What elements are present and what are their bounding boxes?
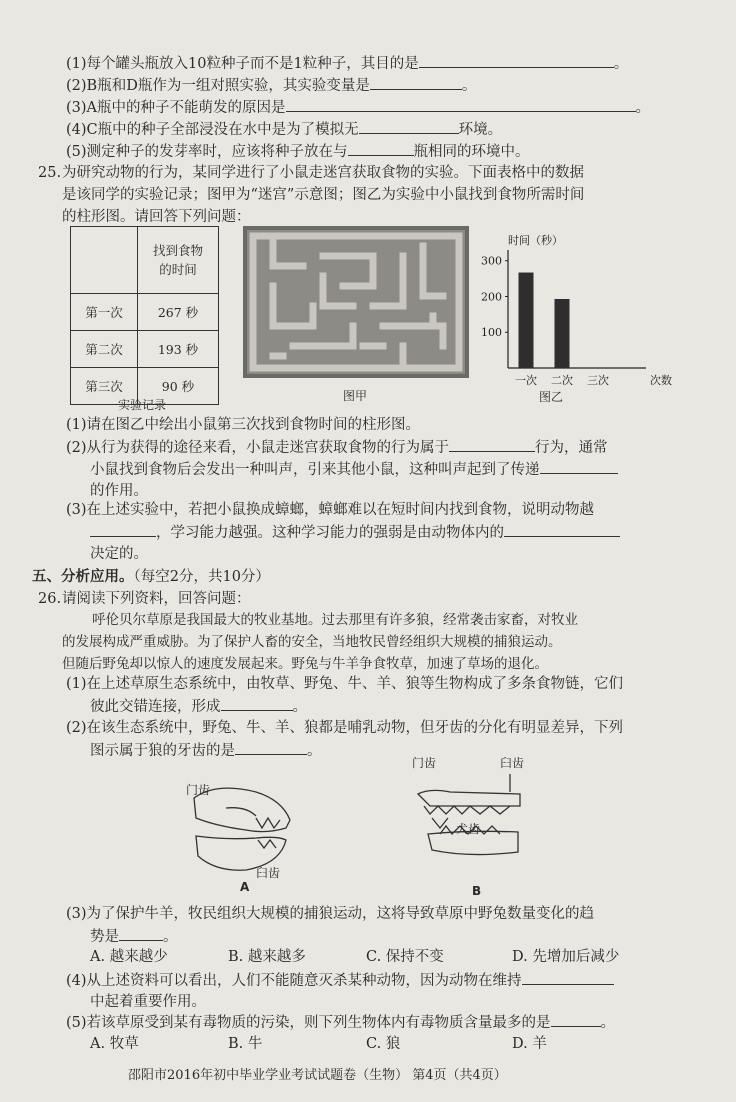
q25-q2b-text: 行为，通常 — [535, 440, 608, 456]
q24-line5 — [66, 141, 530, 162]
blank[interactable] — [348, 141, 414, 156]
y-axis-label: 时间（秒） — [508, 234, 563, 247]
x-tick-label: 二次 — [551, 374, 573, 387]
q26-sub1-line1: (1)在上述草原生态系统中，由牧草、野兔、牛、羊、狼等生物构成了多条食物链，它们 — [66, 676, 624, 692]
row-label: 第一次 — [71, 294, 138, 331]
q24-l3-text: (3)A瓶中的种子不能萌发的原因是 — [66, 100, 286, 116]
x-axis-label: 次数 — [650, 374, 672, 387]
x-tick-label: 三次 — [587, 374, 609, 387]
experiment-record-table — [70, 226, 219, 405]
bar-chart — [478, 228, 708, 406]
section-title — [32, 567, 270, 587]
table-row — [71, 227, 219, 294]
y-tick-label: 300 — [481, 254, 502, 268]
page-footer: 邵阳市2016年初中毕业学业考试试题卷（生物） 第4页（共4页） — [128, 1068, 507, 1083]
blank[interactable] — [359, 119, 459, 134]
q26-sub2-line1: (2)在该生态系统中，野兔、牛、羊、狼都是哺乳动物，但牙齿的分化有明显差异，下列 — [66, 720, 624, 736]
q25-number: 25. — [38, 165, 62, 181]
q24-l5b-text: 瓶相同的环境中。 — [413, 144, 530, 160]
row-value: 267 秒 — [138, 294, 219, 331]
y-tick-label: 200 — [481, 290, 502, 304]
end-mark: 。 — [635, 100, 651, 116]
section-score: （每空2分，共10分） — [133, 569, 270, 585]
q24-l5a-text: (5)测定种子的发芽率时，应该将种子放在与 — [66, 144, 348, 160]
q25-intro-3: 的柱形图。请回答下列问题： — [62, 209, 251, 225]
q25-sub3-line2 — [90, 522, 620, 543]
q25-sub3-line3: 决定的。 — [90, 546, 148, 562]
end-mark: 。 — [613, 56, 629, 72]
blank[interactable] — [551, 1012, 601, 1027]
q24-line3 — [66, 97, 650, 118]
blank[interactable] — [504, 522, 620, 537]
blank[interactable] — [522, 970, 614, 985]
q26-sub4-line1 — [66, 970, 614, 991]
end-mark: 。 — [292, 699, 307, 715]
q25-q3b-text: ，学习能力越强。这种学习能力的强弱是由动物体内的 — [156, 525, 504, 541]
blank[interactable] — [370, 75, 462, 90]
teeth-b-molar-label: 臼齿 — [500, 756, 525, 770]
q26-opt-b3[interactable]: B. 越来越多 — [228, 949, 306, 965]
bar — [519, 273, 534, 368]
blank[interactable] — [235, 740, 307, 755]
teeth-a-incisor-label: 门齿 — [186, 783, 211, 797]
q25-sub3-line1: (3)在上述实验中，若把小鼠换成蟑螂，蟑螂难以在短时间内找到食物，说明动物越 — [66, 502, 595, 518]
q26-sub4-line2: 中起着重要作用。 — [90, 994, 206, 1010]
q26-q5a-text: (5)若该草原受到某有毒物质的污染，则下列生物体内有毒物质含量最多的是 — [66, 1015, 551, 1031]
bar — [555, 299, 570, 368]
blank[interactable] — [540, 459, 618, 474]
q26-q3b-text: 势是 — [90, 929, 119, 945]
table-caption: 实验记录 — [118, 398, 167, 412]
x-tick-label: 一次 — [515, 374, 537, 387]
q26-opt-d3[interactable]: D. 先增加后减少 — [512, 949, 620, 965]
section-title-text: 五、分析应用。 — [32, 568, 134, 585]
q26-opt-b5[interactable]: B. 牛 — [228, 1036, 263, 1052]
end-mark: 。 — [600, 1015, 616, 1031]
table-header-text: 找到食物的时间 — [152, 243, 203, 277]
q26-q4a-text: (4)从上述资料可以看出，人们不能随意灭杀某种动物，因为动物在维持 — [66, 973, 522, 989]
teeth-a-molar-label: 臼齿 — [256, 866, 281, 880]
q25-sub2-line1 — [66, 437, 608, 458]
q25-intro-1: 为研究动物的行为，某同学进行了小鼠走迷宫获取食物的实验。下面表格中的数据 — [62, 165, 584, 181]
q26-sub2-line2 — [90, 740, 322, 761]
passage-line-2: 的发展构成严重威胁。为了保护人畜的安全，当地牧民曾经组织大规模的捕狼运动。 — [62, 634, 562, 650]
q26-opt-a5[interactable]: A. 牧草 — [90, 1036, 139, 1052]
teeth-b-incisor-label: 门齿 — [412, 756, 437, 770]
q26-q1b-text: 彼此交错连接，形成 — [90, 699, 221, 715]
q24-l4a-text: (4)C瓶中的种子全部浸没在水中是为了模拟无 — [66, 122, 359, 138]
q26-q2b-text: 图示属于狼的牙齿的是 — [90, 743, 235, 759]
end-mark: 。 — [163, 929, 178, 945]
row-label: 第二次 — [71, 331, 138, 368]
q24-line1 — [66, 53, 628, 74]
teeth-a-label: A — [240, 880, 250, 894]
q25-intro-2: 是该同学的实验记录；图甲为“迷宫”示意图；图乙为实验中小鼠找到食物所需时间 — [62, 187, 585, 203]
table-header — [138, 227, 219, 294]
row-value: 90 秒 — [138, 368, 219, 405]
row-value: 193 秒 — [138, 331, 219, 368]
teeth-b-canine-label: 犬齿 — [456, 822, 481, 836]
table-row — [71, 331, 219, 368]
q24-l4b-text: 环境。 — [458, 122, 503, 138]
blank[interactable] — [449, 437, 535, 452]
passage-line-1: 呼伦贝尔草原是我国最大的牧业基地。过去那里有许多狼，经常袭击家畜，对牧业 — [92, 612, 578, 628]
maze-image — [243, 226, 469, 378]
q24-l1-text: (1)每个罐头瓶放入10粒种子而不是1粒种子，其目的是 — [66, 56, 419, 72]
q25-sub2-line2 — [90, 459, 618, 480]
passage-line-3: 但随后野兔却以惊人的速度发展起来。野兔与牛羊争食牧草，加速了草场的退化。 — [62, 656, 548, 672]
q26-sub3-line2 — [90, 926, 178, 947]
q24-l2-text: (2)B瓶和D瓶作为一组对照实验，其实验变量是 — [66, 78, 370, 94]
q26-opt-c3[interactable]: C. 保持不变 — [366, 949, 444, 965]
chart-caption: 图乙 — [539, 390, 564, 404]
q26-opt-c5[interactable]: C. 狼 — [366, 1036, 401, 1052]
q24-line2 — [66, 75, 476, 96]
maze-caption: 图甲 — [343, 389, 368, 403]
q26-opt-d5[interactable]: D. 羊 — [512, 1036, 547, 1052]
teeth-b-label: B — [472, 884, 482, 898]
row-label: 第三次 — [71, 368, 138, 405]
blank[interactable] — [119, 926, 163, 941]
blank[interactable] — [419, 53, 614, 68]
q26-sub5-line1 — [66, 1012, 615, 1033]
q25-sub2-line3: 的作用。 — [90, 483, 148, 499]
q25-sub1: (1)请在图乙中绘出小鼠第三次找到食物时间的柱形图。 — [66, 417, 421, 433]
table-row — [71, 294, 219, 331]
blank[interactable] — [221, 696, 293, 711]
q25-q2c-text: 小鼠找到食物后会发出一种叫声，引来其他小鼠，这种叫声起到了传递 — [90, 462, 540, 478]
end-mark: 。 — [307, 743, 322, 759]
q26-sub1-line2 — [90, 696, 307, 717]
y-tick-label: 100 — [481, 326, 502, 340]
q26-number: 26. — [38, 591, 62, 607]
q26-sub3-line1: (3)为了保护牛羊，牧民组织大规模的捕狼运动，这将导致草原中野兔数量变化的趋 — [66, 906, 595, 922]
q25-q2a-text: (2)从行为获得的途径来看，小鼠走迷宫获取食物的行为属于 — [66, 440, 450, 456]
blank[interactable] — [90, 522, 156, 537]
table-corner — [71, 227, 138, 294]
q26-opt-a3[interactable]: A. 越来越少 — [90, 949, 168, 965]
blank[interactable] — [286, 97, 636, 112]
end-mark: 。 — [461, 78, 477, 94]
q26-intro: 请阅读下列资料，回答问题： — [62, 591, 251, 607]
q24-line4 — [66, 119, 502, 140]
